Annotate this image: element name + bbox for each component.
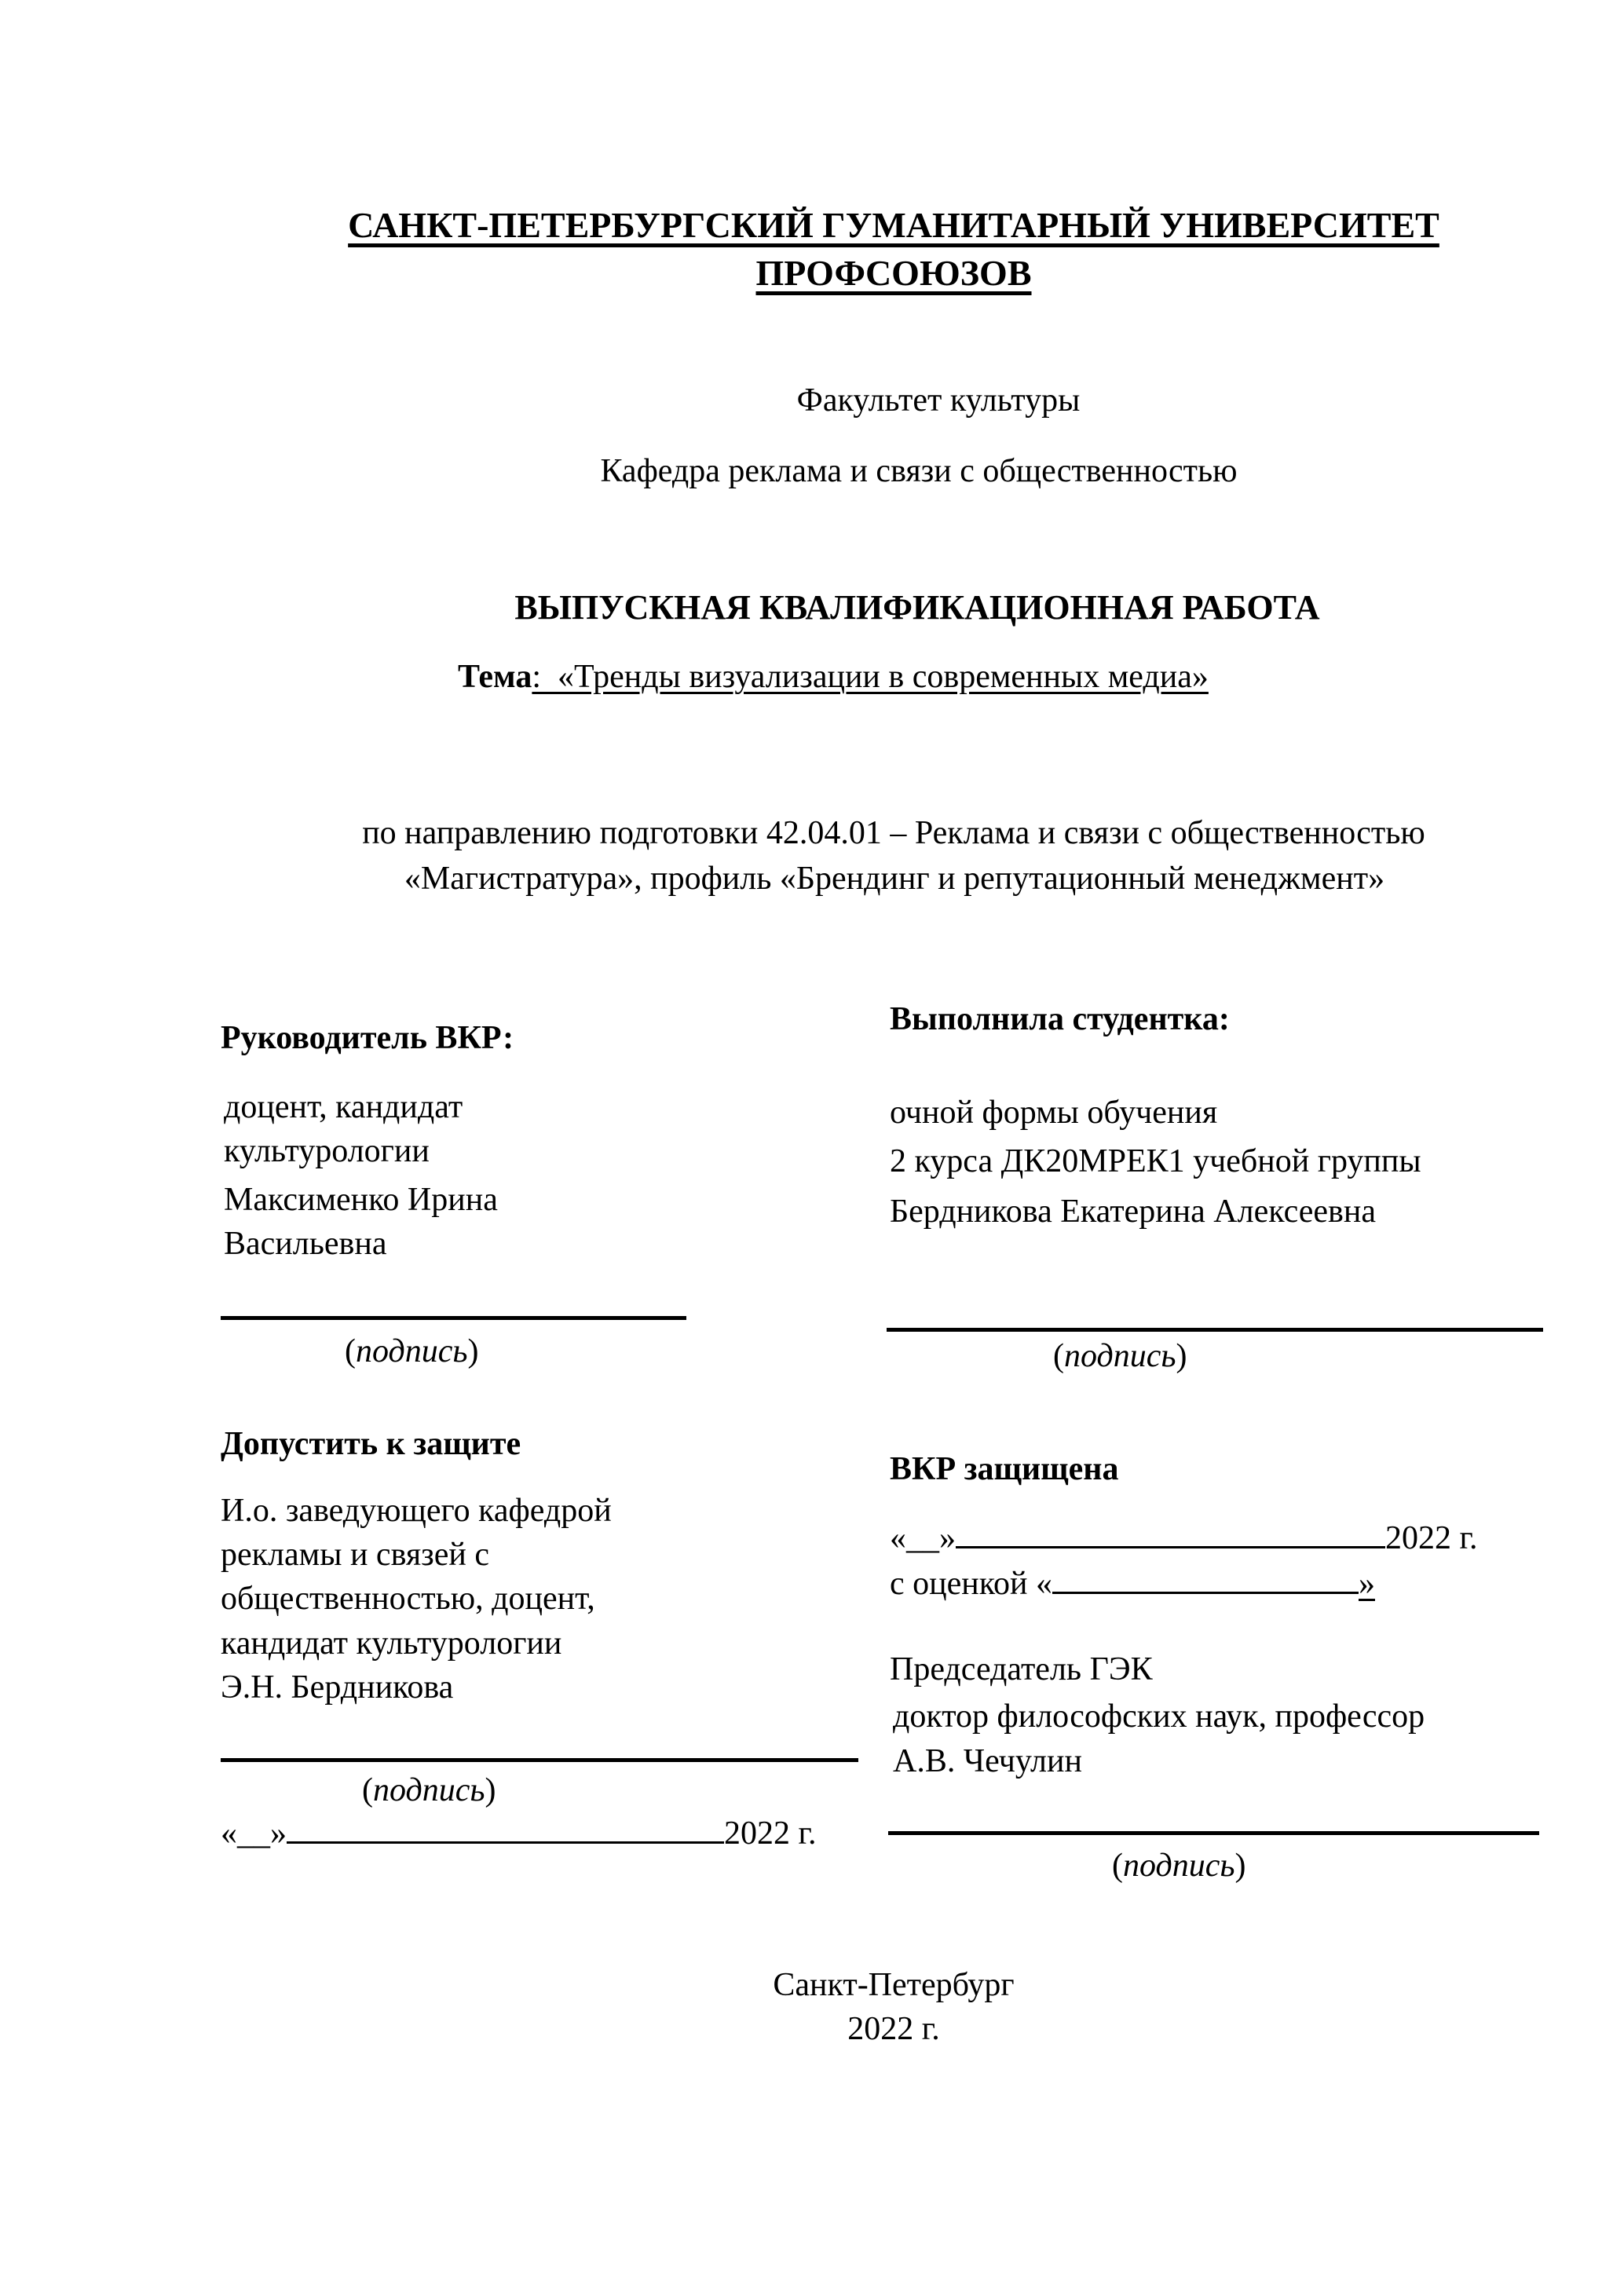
chair-line: Председатель ГЭК — [890, 1651, 1153, 1687]
chair-signature-line — [888, 1831, 1539, 1835]
defended-heading: ВКР защищена — [890, 1451, 1119, 1487]
direction: по направлению подготовки 42.04.01 – Реклама и связи с общественностью — [362, 815, 1425, 851]
supervisor-line: Васильевна — [224, 1226, 387, 1262]
student-heading: Выполнила студентка: — [890, 1001, 1230, 1037]
supervisor-signature-caption: (подпись) — [345, 1333, 479, 1369]
student-line: очной формы обучения — [890, 1095, 1218, 1131]
student-line: Бердникова Екатерина Алексеевна — [890, 1194, 1376, 1230]
chair-signature-caption: (подпись) — [1112, 1848, 1246, 1884]
footer-year: 2022 г. — [847, 2011, 940, 2047]
defended-date: «__» 2022 г. — [890, 1518, 1478, 1558]
topic — [458, 657, 1209, 696]
department: Кафедра реклама и связи с общественностью — [600, 453, 1238, 489]
topic-label: Тема — [458, 659, 532, 695]
supervisor-heading: Руководитель ВКР: — [221, 1020, 514, 1056]
footer-city: Санкт-Петербург — [773, 1967, 1015, 2003]
admit-date-blank[interactable] — [287, 1813, 724, 1844]
admit-line: общественностью, доцент, — [221, 1581, 595, 1617]
student-signature-caption: (подпись) — [1053, 1338, 1187, 1374]
defended-date-blank[interactable] — [956, 1518, 1385, 1548]
supervisor-line: Максименко Ирина — [224, 1182, 498, 1218]
admit-line: Э.Н. Бердникова — [221, 1669, 454, 1706]
supervisor-line: доцент, кандидат — [224, 1089, 463, 1125]
admit-line: И.о. заведующего кафедрой — [221, 1493, 612, 1529]
topic-text: : «Тренды визуализации в современных медиа» — [532, 659, 1209, 695]
profile: «Магистратура», профиль «Брендинг и репутационный менеджмент» — [404, 861, 1385, 897]
faculty: Факультет культуры — [796, 382, 1081, 419]
work-type: ВЫПУСКНАЯ КВАЛИФИКАЦИОННАЯ РАБОТА — [514, 588, 1320, 627]
admit-signature-caption: (подпись) — [362, 1772, 496, 1808]
supervisor-line: культурологии — [224, 1133, 430, 1169]
grade-blank[interactable] — [1052, 1563, 1359, 1594]
university-name-line1: САНКТ-ПЕТЕРБУРГСКИЙ ГУМАНИТАРНЫЙ УНИВЕРСИТЕТ — [348, 205, 1439, 245]
admit-line: рекламы и связей с — [221, 1537, 490, 1573]
chair-line: доктор философских наук, профессор — [893, 1698, 1425, 1735]
supervisor-signature-line — [221, 1316, 686, 1320]
student-line: 2 курса ДК20МРЕК1 учебной группы — [890, 1143, 1421, 1179]
admit-heading: Допустить к защите — [221, 1426, 521, 1462]
university-name-line2: ПРОФСОЮЗОВ — [755, 253, 1032, 293]
chair-line: А.В. Чечулин — [893, 1743, 1082, 1779]
admit-date: «__» 2022 г. — [221, 1813, 817, 1853]
admit-signature-line — [221, 1758, 858, 1762]
defended-grade: с оценкой « » — [890, 1563, 1375, 1603]
student-signature-line — [887, 1328, 1543, 1332]
admit-line: кандидат культурологии — [221, 1625, 562, 1662]
